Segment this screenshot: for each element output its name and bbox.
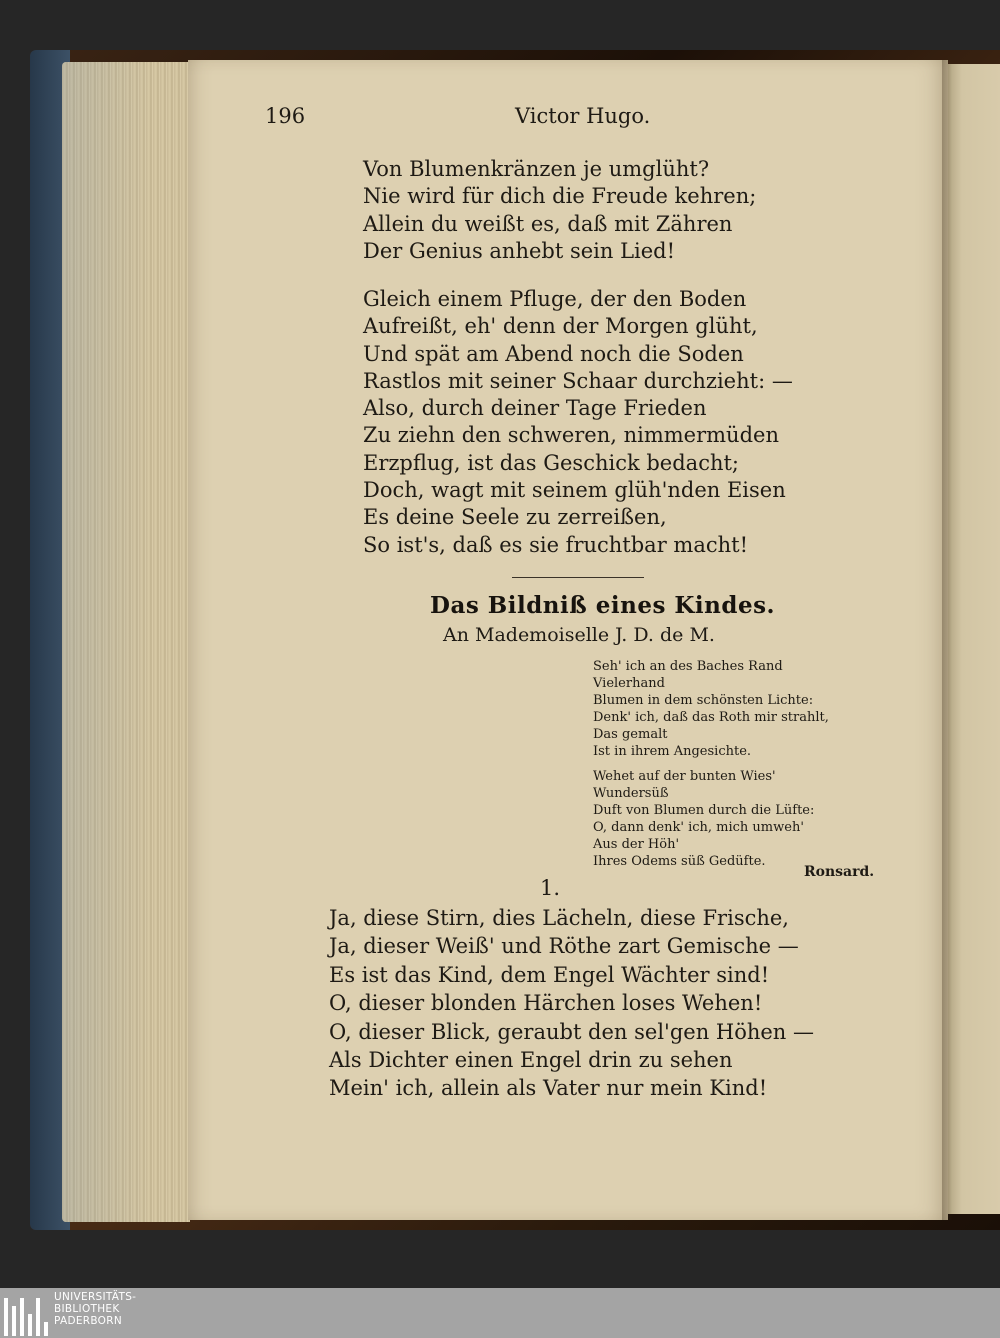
poem-dedication: An Mademoiselle J. D. de M. — [443, 624, 715, 646]
motto-line: Das gemalt — [593, 727, 668, 742]
page-number: 196 — [265, 104, 306, 128]
motto-line: Denk' ich, daß das Roth mir strahlt, — [593, 710, 829, 725]
section-divider — [512, 577, 644, 578]
verse-line: Rastlos mit seiner Schaar durchzieht: — — [363, 368, 793, 393]
motto-line: Wehet auf der bunten Wies' — [593, 769, 776, 784]
verse-line: So ist's, daß es sie fruchtbar macht! — [363, 532, 749, 557]
verse-line: Gleich einem Pfluge, der den Boden — [363, 287, 747, 311]
motto-line: Duft von Blumen durch die Lüfte: — [593, 803, 815, 818]
verse-line: Als Dichter einen Engel drin zu sehen — [329, 1048, 733, 1073]
verse-line: Von Blumenkränzen je umglüht? — [363, 157, 710, 181]
verse-line: O, dieser blonden Härchen loses Wehen! — [329, 991, 763, 1016]
library-bars-logo-icon — [4, 1292, 48, 1336]
motto-line: Ist in ihrem Angesichte. — [593, 744, 752, 759]
verse-line: Mein' ich, allein als Vater nur mein Kind! — [329, 1076, 768, 1101]
verse-line: Aufreißt, eh' denn der Morgen glüht, — [363, 314, 758, 339]
verse-line: Der Genius anhebt sein Lied! — [363, 238, 676, 263]
verse-line: Zu ziehn den schweren, nimmermüden — [363, 423, 779, 448]
verse-line: Es ist das Kind, dem Engel Wächter sind! — [329, 962, 770, 987]
page-edges-tint — [62, 62, 190, 1222]
motto-line: Ihres Odems süß Gedüfte. — [593, 854, 766, 869]
library-name-line: PADERBORN — [54, 1315, 122, 1327]
verse-line: Allein du weißt es, daß mit Zähren — [363, 211, 733, 236]
verse-line: Nie wird für dich die Freude kehren; — [363, 184, 757, 209]
poem-title: Das Bildniß eines Kindes. — [430, 592, 776, 619]
motto-line: O, dann denk' ich, mich umweh' — [593, 820, 804, 835]
motto-line: Vielerhand — [593, 676, 665, 691]
motto-line: Aus der Höh' — [593, 837, 680, 852]
motto-stanza-2 — [593, 768, 814, 870]
library-name-line: BIBLIOTHEK — [54, 1303, 120, 1315]
library-name-line: UNIVERSITÄTS- — [54, 1291, 137, 1303]
motto-line: Seh' ich an des Baches Rand — [593, 659, 783, 674]
verse-line: Ja, dieser Weiß' und Röthe zart Gemische — — [329, 934, 799, 959]
motto-line: Blumen in dem schönsten Lichte: — [593, 693, 814, 708]
library-footer-bar — [0, 1288, 1000, 1338]
library-name — [54, 1291, 136, 1327]
page-gutter — [942, 60, 952, 1220]
verse-line: Ja, diese Stirn, dies Lächeln, diese Frische, — [329, 906, 789, 930]
verse-line: Es deine Seele zu zerreißen, — [363, 505, 667, 530]
motto-line: Wundersüß — [593, 786, 669, 801]
section-number: 1. — [540, 876, 561, 900]
running-title: Victor Hugo. — [515, 104, 651, 128]
facing-page — [948, 64, 1000, 1214]
motto-attribution: Ronsard. — [804, 864, 875, 880]
verse-line: Und spät am Abend noch die Soden — [363, 341, 744, 366]
poem-stanza-1 — [329, 904, 814, 1103]
verse-line: Erzpflug, ist das Geschick bedacht; — [363, 450, 740, 475]
verse-line: Doch, wagt mit seinem glüh'nden Eisen — [363, 478, 786, 503]
stanza-2 — [363, 286, 793, 559]
motto-stanza-1 — [593, 658, 829, 760]
verse-line: Also, durch deiner Tage Frieden — [363, 396, 707, 421]
verse-line: O, dieser Blick, geraubt den sel'gen Höhen — — [329, 1019, 814, 1044]
stanza-1 — [363, 156, 756, 265]
